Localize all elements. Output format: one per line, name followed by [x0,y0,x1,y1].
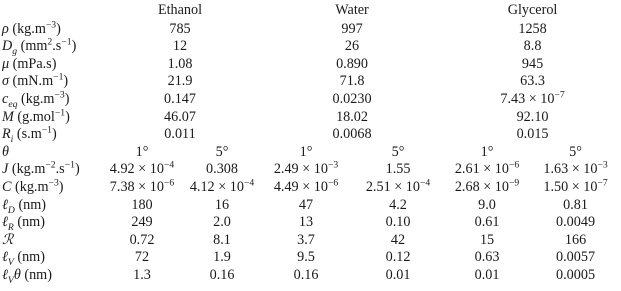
value-cell: 1° [135,143,149,160]
value-cell: 3.7 [297,231,315,248]
table-row-R [0,231,621,249]
value-cell: 0.01 [474,267,500,283]
value-cell: 0.12 [385,249,411,266]
value-cell: 0.72 [129,231,155,248]
value-cell: $2.61 \times 10^{-6}$ [454,159,520,178]
table-row-lVtheta [0,266,621,284]
value-cell: 18.02 [336,108,368,125]
value-cell: 63.3 [520,73,545,90]
value-cell: 71.8 [339,73,365,90]
value-cell: 1° [480,143,494,160]
row-label: σ $(mN.m^{-1})$ [2,71,69,90]
value-cell: 1.55 [385,161,411,178]
value-cell: 47 [298,196,314,213]
value-cell: 1258 [518,20,547,37]
value-cell: 180 [131,196,153,213]
value-cell: 8.8 [523,38,542,55]
value-cell: 2.0 [213,214,231,231]
value-cell: 0.16 [209,267,235,283]
value-cell: 13 [298,214,314,231]
value-cell: 0.0068 [332,126,372,143]
value-cell: $4.49 \times 10^{-6}$ [273,177,339,196]
table-row-M [0,108,621,126]
value-cell: 0.890 [336,55,368,72]
value-cell: 0.0005 [556,267,596,283]
table-row-lV [0,249,621,267]
value-cell: 0.01 [385,267,411,283]
value-cell: 21.9 [167,73,193,90]
value-cell: 0.10 [385,214,411,231]
table-row-lR [0,214,621,232]
value-cell: $4.12 \times 10^{-4}$ [189,177,255,196]
row-label: ρ $(kg.m^{-3})$ [2,18,61,37]
value-cell: 1.08 [167,55,193,72]
value-cell: 997 [341,20,363,37]
table-row-J [0,161,621,179]
value-cell: 249 [131,214,153,231]
row-label: M (g.mol$^{-1}$) [2,106,70,125]
value-cell: $1.50 \times 10^{-7}$ [543,177,608,196]
table-row-lD [0,196,621,214]
row-label: $R_i$ $(s.m^{-1})$ [2,124,57,146]
row-label: μ (mPa.s) [2,55,57,72]
table-row-Ri [0,126,621,144]
value-cell: 0.147 [164,91,196,108]
value-cell: 0.81 [563,196,588,213]
table-row-theta [0,143,621,161]
row-label: $c_{eq}$ $(kg.m^{-3})$ [2,89,70,110]
table-row-rho [0,20,621,38]
value-cell: $7.43 \times 10^{-7}$ [500,89,565,108]
value-cell: $1.63 \times 10^{-3}$ [543,159,608,178]
row-label: ℓ$_R$ (nm) [2,214,45,234]
row-label: J $(kg.m^{-2}.s^{-1})$ [2,159,80,178]
header-glycerol: Glycerol [507,1,558,18]
value-cell: 8.1 [213,231,231,248]
table-row-ceq [0,90,621,108]
value-cell: 166 [564,231,587,248]
header-ethanol: Ethanol [157,1,203,18]
value-cell: 0.63 [474,249,500,266]
value-cell: 945 [521,55,544,72]
value-cell: 0.011 [164,126,196,143]
value-cell: 0.0057 [556,249,596,266]
row-label: ℛ [2,231,14,248]
header-water: Water [335,1,369,18]
row-label: ℓ$_V$θ (nm) [2,267,52,286]
value-cell: 9.0 [478,196,496,213]
value-cell: 4.2 [389,196,407,213]
value-cell: 12 [172,38,188,55]
value-cell: 42 [390,231,406,248]
value-cell: $7.38 \times 10^{-6}$ [109,177,175,196]
table-row-Dg [0,38,621,56]
value-cell: 0.308 [206,161,238,178]
header-row [0,0,621,20]
table-row-C [0,178,621,196]
value-cell: 0.61 [474,214,500,231]
value-cell: 785 [169,20,191,37]
row-label: $D_g$ $(mm^2.s^{-1})$ [2,36,77,58]
row-label: ℓ$_V$ (nm) [2,249,45,269]
value-cell: 5° [569,143,582,160]
value-cell: 1.9 [213,249,231,266]
value-cell: 1° [299,143,313,160]
value-cell: 5° [215,143,229,160]
value-cell: $4.92 \times 10^{-4}$ [109,159,175,178]
value-cell: 92.10 [516,108,549,125]
table-row-mu [0,55,621,73]
value-cell: $2.51 \times 10^{-4}$ [365,177,431,196]
value-cell: 0.0049 [556,214,596,231]
value-cell: 72 [134,249,150,266]
value-cell: 15 [479,231,495,248]
value-cell: $2.49 \times 10^{-3}$ [273,159,339,178]
value-cell: 46.07 [164,108,196,125]
value-cell: 0.0230 [332,91,372,108]
value-cell: 1.3 [133,267,151,283]
row-label: θ [2,143,9,160]
row-label: ℓ$_D$ (nm) [2,196,47,216]
value-cell: 26 [344,38,360,55]
value-cell: 9.5 [297,249,315,266]
value-cell: $2.68 \times 10^{-9}$ [454,177,520,196]
row-label: C $(kg.m^{-3})$ [2,177,64,196]
header-corner-cell [0,0,100,20]
value-cell: 5° [391,143,405,160]
value-cell: 0.16 [293,267,319,283]
value-cell: 0.015 [516,126,549,143]
table-row-sigma [0,73,621,91]
value-cell: 16 [214,196,230,213]
